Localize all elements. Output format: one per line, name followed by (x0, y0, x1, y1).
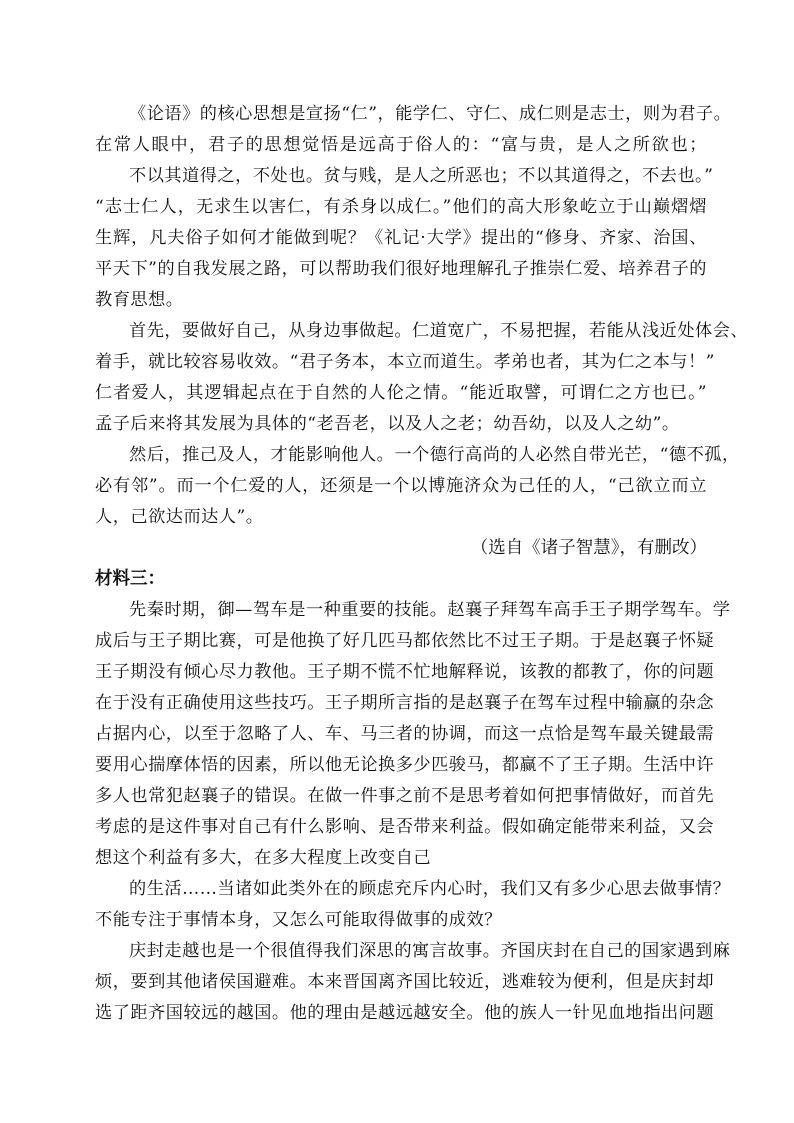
text-line: 不以其道得之，不处也。贫与贱，是人之所恶也；不以其道得之，不去也。” (129, 166, 714, 186)
text-line: 着手，就比较容易收效。“君子务本，本立而道生。孝弟也者，其为仁之本与！” (95, 352, 715, 372)
text-line: 的生活……当诸如此类外在的顾虑充斥内心时，我们又有多少心思去做事情？ (129, 879, 731, 899)
text-line: 在于没有正确使用这些技巧。王子期所言指的是赵襄子在驾车过程中输赢的杂念 (95, 693, 715, 713)
text-line: 人，己欲达而达人”。 (95, 507, 264, 527)
text-line: 生辉，凡夫俗子如何才能做到呢？《礼记·大学》提出的“修身、齐家、治国、 (95, 228, 707, 248)
text-line: 《论语》的核心思想是宣扬“仁”，能学仁、守仁、成仁则是志士，则为君子。 (129, 104, 732, 124)
text-line: 占据内心，以至于忽略了人、车、马三者的协调，而这一点恰是驾车最关键最需 (95, 724, 715, 744)
text-line: 王子期没有倾心尽力教他。王子期不慌不忙地解释说，该教的都教了，你的问题 (95, 662, 715, 682)
text-line: 然后，推己及人，才能影响他人。一个德行高尚的人必然自带光芒，“德不孤， (129, 445, 740, 465)
section-heading: 材料三： (95, 569, 165, 589)
text-line: “志士仁人，无求生以害仁，有杀身以成仁。”他们的高大形象屹立于山巅熠熠 (95, 197, 707, 217)
text-line: 多人也常犯赵襄子的错误。在做一件事之前不是思考着如何把事情做好，而首先 (95, 786, 715, 806)
text-line: 要用心揣摩体悟的因素，所以他无论换多少匹骏马，都赢不了王子期。生活中许 (95, 755, 715, 775)
text-line: 想这个利益有多大，在多大程度上改变自己 (95, 848, 432, 868)
text-line: 必有邻”。而一个仁爱的人，还须是一个以博施济众为己任的人，“己欲立而立 (95, 476, 707, 496)
text-line: 烦，要到其他诸侯国避难。本来晋国离齐国比较近，逃难较为便利，但是庆封却 (95, 972, 715, 992)
text-line: 在常人眼中，君子的思想觉悟是远高于俗人的：“富与贵，是人之所欲也； (95, 135, 707, 155)
text-line: 教育思想。 (95, 290, 184, 310)
text-line: 不能专注于事情本身，又怎么可能取得做事的成效？ (95, 910, 502, 930)
text-line: 先秦时期，御—驾车是一种重要的技能。赵襄子拜驾车高手王子期学驾车。学 (129, 600, 731, 620)
text-line: 平天下”的自我发展之路，可以帮助我们很好地理解孔子推崇仁爱、培养君子的 (95, 259, 707, 279)
text-line: 选了距齐国较远的越国。他的理由是越远越安全。他的族人一针见血地指出问题 (95, 1003, 715, 1023)
text-line: 考虑的是这件事对自己有什么影响、是否带来利益。假如确定能带来利益，又会 (95, 817, 715, 837)
source-citation: （选自《诸子智慧》，有删改） (470, 538, 707, 558)
text-line: 孟子后来将其发展为具体的“老吾老，以及人之老；幼吾幼，以及人之幼”。 (95, 414, 680, 434)
text-line: 仁者爱人，其逻辑起点在于自然的人伦之情。“能近取譬，可谓仁之方也已。” (95, 383, 707, 403)
text-line: 庆封走越也是一个很值得我们深思的寓言故事。齐国庆封在自己的国家遇到麻 (129, 941, 731, 961)
text-line: 成后与王子期比赛，可是他换了好几匹马都依然比不过王子期。于是赵襄子怀疑 (95, 631, 715, 651)
text-line: 首先，要做好自己，从身边事做起。仁道宽广，不易把握，若能从浅近处体会、 (129, 321, 749, 341)
